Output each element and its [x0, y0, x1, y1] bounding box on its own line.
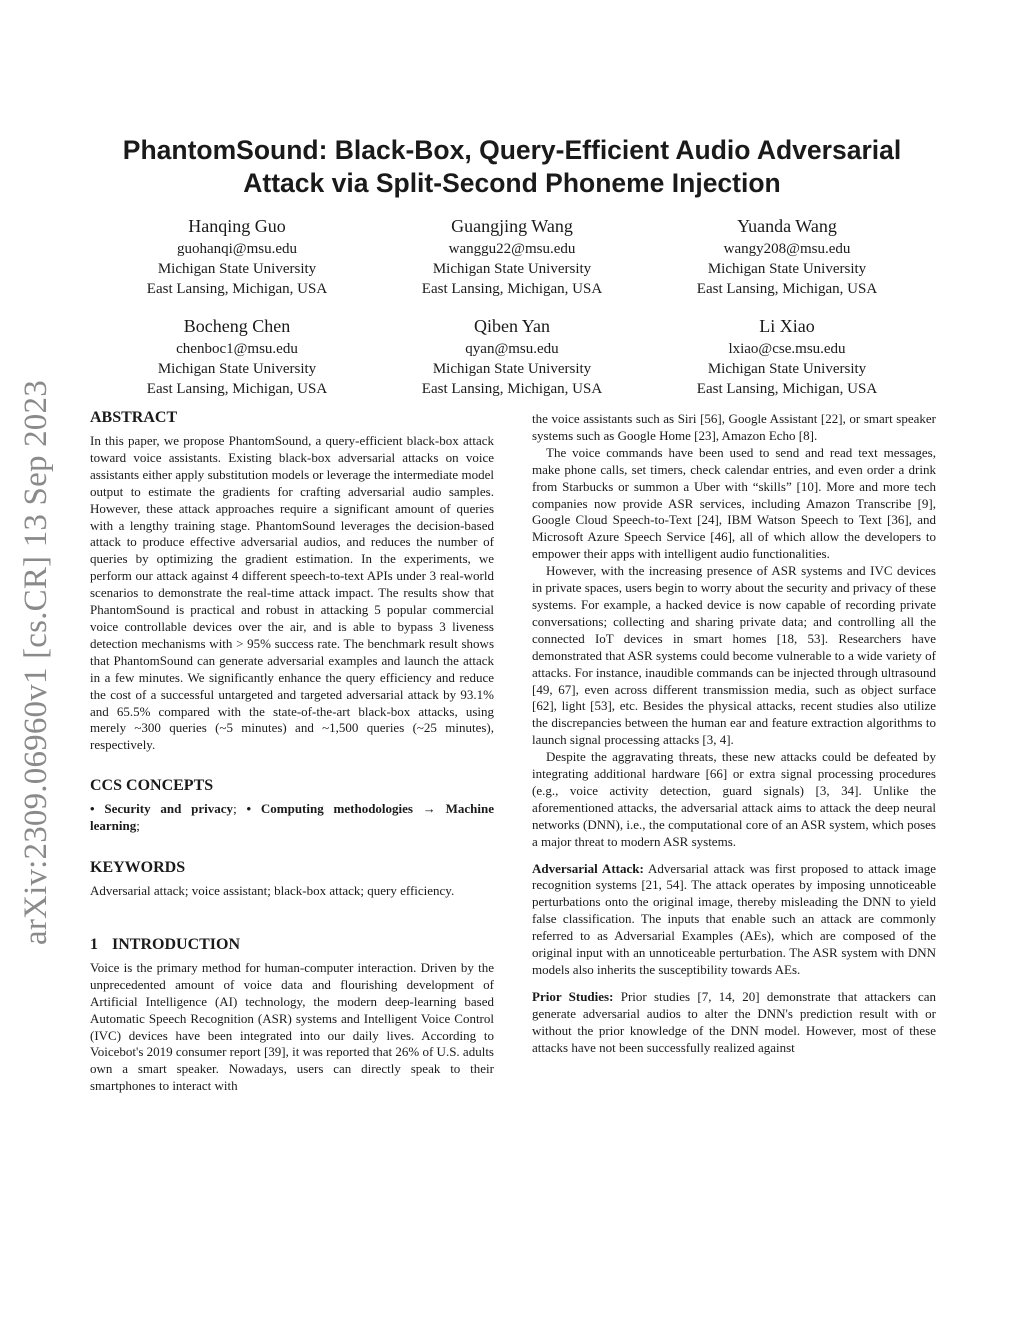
author-location: East Lansing, Michigan, USA — [696, 281, 878, 297]
paper-title — [0, 134, 1024, 200]
author-name: Qiben Yan — [473, 316, 550, 336]
ccs-separator: ; — [233, 801, 247, 817]
author-email: guohanqi@msu.edu — [176, 241, 298, 257]
paragraph-text: Prior studies [7, 14, 20] demonstrate that attackers can generate adversarial audios to alter the DNN's prediction result with or without the prior knowledge of the DNN model. However, most of these attacks have not been successfully realized against — [532, 988, 936, 1055]
abstract-heading: ABSTRACT — [90, 409, 178, 426]
section-number: 1 — [90, 935, 98, 953]
author-row-2 — [100, 314, 924, 399]
author-name: Guangjing Wang — [451, 216, 573, 236]
keywords-text: Adversarial attack; voice assistant; black-box attack; query efficiency. — [90, 883, 455, 899]
ccs-heading: CCS CONCEPTS — [90, 777, 214, 795]
left-column — [90, 408, 494, 1095]
author-affiliation: Michigan State University — [707, 361, 867, 377]
author-name: Hanqing Guo — [188, 216, 286, 236]
paragraph-text: Adversarial attack was first proposed to attack image recognition systems [21, 54]. The attack operates by imposing unnoticeable perturbations onto the original image, thereby misleading the DNN to yield false classification. The inputs that enable such an attack are commonly referred to as Adversarial Examples (AEs), which are composed of the original input with an unnoticeable perturbation. The ASR system with DNN models also inherits the susceptibility towards AEs. — [532, 860, 936, 977]
keywords-heading: KEYWORDS — [90, 859, 186, 877]
runin-heading: Adversarial Attack: — [532, 860, 644, 876]
arxiv-identifier: arXiv:2309.06960v1 [cs.CR] 13 Sep 2023 — [18, 380, 54, 945]
author-card — [650, 214, 924, 299]
author-affiliation: Michigan State University — [432, 261, 592, 277]
author-email: wanggu22@msu.edu — [448, 241, 576, 257]
ccs-concept-computing: • Computing methodologies → Machine learning — [90, 801, 494, 834]
ccs-concept-security: • Security and privacy — [90, 801, 234, 817]
author-location: East Lansing, Michigan, USA — [421, 281, 603, 297]
author-card — [100, 314, 374, 399]
author-card — [100, 214, 374, 299]
prior-studies-paragraph — [532, 989, 936, 1057]
author-name: Bocheng Chen — [183, 316, 291, 336]
section-title: INTRODUCTION — [112, 935, 241, 953]
adversarial-attack-paragraph — [532, 861, 936, 979]
author-email: qyan@msu.edu — [465, 341, 559, 357]
title-line-2: Attack via Split-Second Phoneme Injection — [243, 168, 781, 198]
author-affiliation: Michigan State University — [707, 261, 867, 277]
body-paragraph: However, with the increasing presence of ASR systems and IVC devices in private spaces, users begin to worry about the security and privacy of these systems. For example, a hacked device is now capable of recording private conversations; collecting and sharing private data; and controlling all the connected IoT devices in smart homes [18, 53]. Researchers have demonstrated that ASR systems could become vulnerable to a wide variety of attacks. For instance, inaudible commands can be injected through ultrasound [49, 67], even across different transmission media, such as object surface [62], light [53], etc. Besides the physical attacks, recent studies also utilize the discrepancies between the human ear and feature extraction algorithms to launch signal processing attacks [3, 4]. — [532, 563, 936, 748]
title-line-1: PhantomSound: Black-Box, Query-Efficient Audio Adversarial — [122, 135, 902, 165]
ccs-concepts — [90, 801, 494, 835]
author-card — [650, 314, 924, 399]
body-paragraph: The voice commands have been used to send and read text messages, make phone calls, set timers, check calendar entries, and even order a drink from Starbucks or summon a Uber with “skills” [10]. More and more tech companies now provide ASR services, including Amazon Transcribe [9], Google Cloud Speech-to-Text [24], IBM Watson Speech to Text [36], and Microsoft Azure Speech Service [46], all of which allow the developers to empower their apps with intelligent audio functionalities. — [532, 444, 936, 562]
right-column — [532, 411, 936, 1057]
author-location: East Lansing, Michigan, USA — [146, 381, 328, 397]
author-affiliation: Michigan State University — [157, 361, 317, 377]
body-paragraph: Despite the aggravating threats, these new attacks could be defeated by integrating additional hardware [66] or extra signal processing procedures (e.g., voice activity detection, guard signals) [3, 34]. Unlike the aforementioned attacks, the adversarial attack aims to attack the deep neural networks (DNN), i.e., the computational core of an ASR system, which poses a major threat to modern ASR systems. — [532, 749, 936, 849]
author-location: East Lansing, Michigan, USA — [696, 381, 878, 397]
author-block — [100, 214, 924, 414]
abstract-text: In this paper, we propose PhantomSound, a query-efficient black-box attack toward voice assistants. Existing black-box adversarial attacks on voice assistants either apply substitution models or leverage the intermediate model output to estimate the gradients for crafting adversarial audio samples. However, these attack approaches require a significant amount of queries with a lengthy training stage. PhantomSound leverages the decision-based attack to produce effective adversarial audios, and reduces the number of queries by optimizing the gradient estimation. In the experiments, we perform our attack against 4 different speech-to-text APIs under 3 real-world scenarios to demonstrate the real-time attack impact. The results show that PhantomSound is practical and robust in attacking 5 popular commercial voice controllable devices over the air, and is able to bypass 3 liveness detection mechanisms with > 95% success rate. The benchmark result shows that PhantomSound can generate adversarial examples and launch the attack in a few minutes. We significantly enhance the query efficiency and reduce the cost of a successful untargeted and targeted adversarial attack by 93.1% and 65.5% compared with the state-of-the-art black-box attacks, using merely ~300 queries (~5 minutes) and ~1,500 queries (~25 minutes), respectively. — [90, 433, 494, 753]
intro-paragraph: Voice is the primary method for human-computer interaction. Driven by the unprecedented amount of voice data and flourishing development of Artificial Intelligence (AI) technology, the modern deep-learning based Automatic Speech Recognition (ASR) systems and Intelligent Voice Control (IVC) devices have been integrated into our daily lives. According to Voicebot's 2019 consumer report [39], it was reported that 26% of U.S. adults own a smart speaker. Nowadays, users can directly speak to their smartphones to interact with — [90, 959, 494, 1094]
author-card — [375, 214, 649, 299]
author-location: East Lansing, Michigan, USA — [146, 281, 328, 297]
body-paragraph: the voice assistants such as Siri [56], Google Assistant [22], or smart speaker systems such as Google Home [23], Amazon Echo [8]. — [532, 411, 936, 443]
author-location: East Lansing, Michigan, USA — [421, 381, 603, 397]
author-email: chenboc1@msu.edu — [176, 341, 298, 357]
ccs-terminator: ; — [136, 818, 140, 834]
author-row-1 — [100, 214, 924, 299]
author-name: Yuanda Wang — [737, 216, 837, 236]
author-affiliation: Michigan State University — [432, 361, 592, 377]
author-email: wangy208@msu.edu — [723, 241, 851, 257]
author-email: lxiao@cse.msu.edu — [728, 341, 846, 357]
runin-heading: Prior Studies: — [532, 988, 614, 1004]
author-card — [375, 314, 649, 399]
author-affiliation: Michigan State University — [157, 261, 317, 277]
intro-heading — [90, 935, 494, 955]
author-name: Li Xiao — [759, 316, 815, 336]
